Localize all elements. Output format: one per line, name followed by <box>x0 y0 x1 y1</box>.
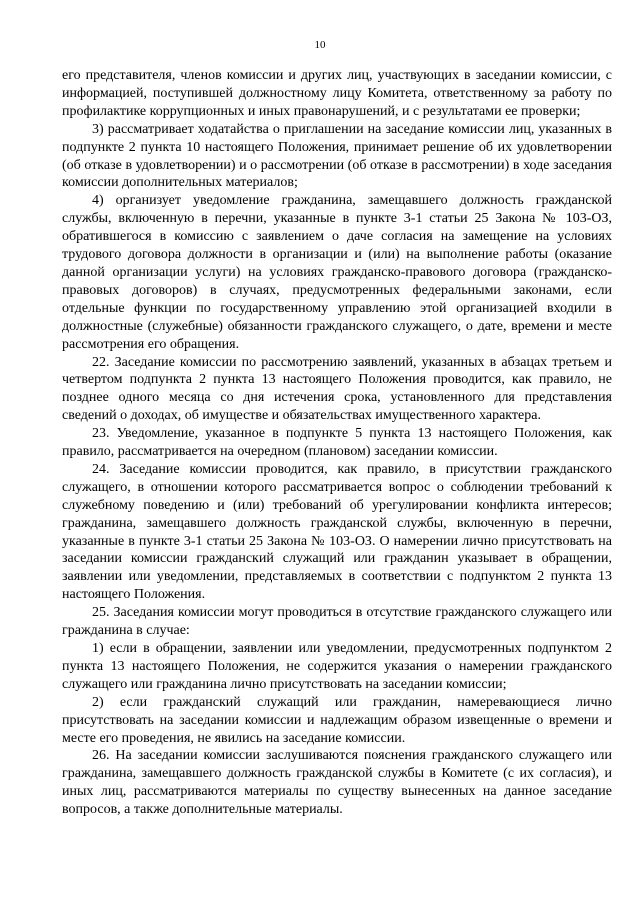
paragraph-25-subitem-1: 1) если в обращении, заявлении или уведомлении, предусмотренных подпунктом 2 пункта 13 настоящего Положения, не содержится указания о намерении гражданского служащего или гражданина лично присутствовать на заседании комиссии; <box>62 641 612 692</box>
paragraph-subitem-4: 4) организует уведомление гражданина, замещавшего должность гражданской службы, включенную в перечни, указанные в пункте 3-1 статьи 25 Закона № 103-ОЗ, обратившегося в комиссию с заявлением о даче согласия на замещение на условиях трудового договора должности в организации и (или) на выполнение работы (оказание данной организации услуги) на условиях гражданско-правового договора (гражданско-правовых договоров) в случаях, предусмотренных федеральными законами, если отдельные функции по государственному управлению этой организацией входили в должностные (служебные) обязанности гражданского служащего, о дате, времени и месте рассмотрения его обращения. <box>62 193 612 352</box>
paragraph-25-subitem-2: 2) если гражданский служащий или гражданин, намеревающиеся лично присутствовать на заседании комиссии и надлежащим образом извещенные о времени и месте его проведения, не явились на заседание комиссии. <box>62 694 612 746</box>
document-body <box>62 67 612 819</box>
paragraph-23: 23. Уведомление, указанное в подпункте 5 пункта 13 настоящего Положения, как правило, рассматривается на очередном (плановом) заседании комиссии. <box>62 426 612 460</box>
paragraph-24: 24. Заседание комиссии проводится, как правило, в присутствии гражданского служащего, в отношении которого рассматривается вопрос о соблюдении требований к служебному поведению и (или) требований об урегулировании конфликта интересов; гражданина, замещавшего должность гражданской службы, включенную в перечни, указанные в пункте 3-1 статьи 25 Закона № 103-ОЗ. О намерении лично присутствовать на заседании комиссии гражданский служащий или гражданин указывает в обращении, заявлении или уведомлении, представляемых в соответствии с подпунктом 2 пункта 13 настоящего Положения. <box>62 461 612 603</box>
paragraph-subitem-3: 3) рассматривает ходатайства о приглашении на заседание комиссии лиц, указанных в подпункте 2 пункта 10 настоящего Положения, принимает решение об их удовлетворении (об отказе в удовлетворении) и о рассмотрении (об отказе в рассмотрении) в ходе заседания комиссии дополнительных материалов; <box>62 121 612 191</box>
paragraph-22: 22. Заседание комиссии по рассмотрению заявлений, указанных в абзацах третьем и четвертом подпункта 2 пункта 13 настоящего Положения проводится, как правило, не позднее одного месяца со дня истечения срока, установленного для представления сведений о доходах, об имуществе и обязательствах имущественного характера. <box>62 354 612 424</box>
paragraph-continuation: его представителя, членов комиссии и других лиц, участвующих в заседании комиссии, с информацией, поступившей должностному лицу Комитета, ответственному за работу по профилактике коррупционных и иных правонарушений, и с результатами ее проверки; <box>62 68 612 119</box>
paragraph-25: 25. Заседания комиссии могут проводиться в отсутствие гражданского служащего или гражданина в случае: <box>62 605 612 639</box>
paragraph-26: 26. На заседании комиссии заслушиваются пояснения гражданского служащего или гражданина, замещавшего должность гражданской службы в Комитете (с их согласия), и иных лиц, рассматриваются материалы по существу вынесенных на данное заседание вопросов, а также дополнительные материалы. <box>62 748 612 818</box>
page-number: 10 <box>314 39 326 51</box>
